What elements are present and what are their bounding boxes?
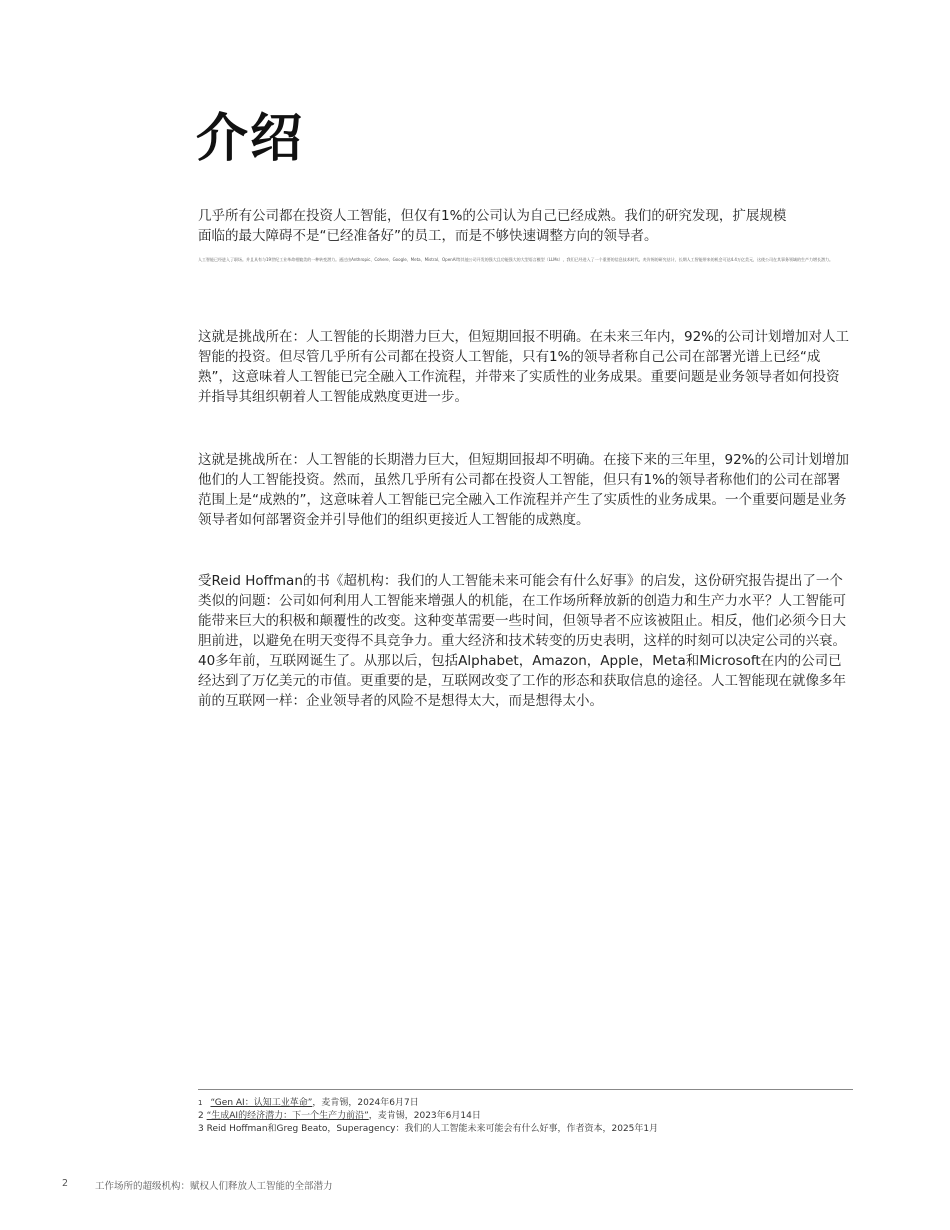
footnote: [198, 1110, 481, 1122]
footnote-source: ，麦肯锡，2023年6月14日: [368, 1111, 481, 1121]
lead-paragraph: 几乎所有公司都在投资人工智能，但仅有1%的公司认为自己已经成熟。我们的研究发现，扩展规模面临的最大障碍不是“已经准备好”的员工，而是不够快速调整方向的领导者。: [198, 208, 787, 244]
footnote: [198, 1123, 658, 1135]
page-number: 2: [62, 1178, 69, 1189]
footer-title: 工作场所的超级机构：赋权人们释放人工智能的全部潜力: [95, 1181, 333, 1192]
footnote-link[interactable]: “生成AI的经济潜力：下一个生产力前沿”: [206, 1111, 369, 1121]
footnote-source: Reid Hoffman和Greg Beato，Superagency：我们的人工智能未来可能会有什么好事，作者资本，2025年1月: [206, 1124, 659, 1134]
body-paragraph: 受Reid Hoffman的书《超机构：我们的人工智能未来可能会有什么好事》的启发，这份研究报告提出了一个类似的问题：公司如何利用人工智能来增强人的机能，在工作场所释放新的创造力和生产力水平？人工智能可能带来巨大的积极和颠覆性的改变。这种变革需要一些时间，但领导者不应该被阻止。相反，他们必须今日大胆前进，以避免在明天变得不具竞争力。重大经济和技术转变的历史表明，这样的时刻可以决定公司的兴衰。40多年前，互联网诞生了。从那以后，包括Alphabet，Amazon，Apple，Meta和Microsoft在内的公司已经达到了万亿美元的市值。更重要的是，互联网改变了工作的形态和获取信息的途径。人工智能现在就像多年前的互联网一样：企业领导者的风险不是想得太大，而是想得太小。: [198, 573, 846, 709]
footnote-link[interactable]: “Gen AI：认知工业革命”: [210, 1098, 313, 1108]
fine-print-note: 人工智能已经进入了职场。并且具有与19世纪工业革命相媲美的一种转变潜力。通过由Anthropic、Cohere、Google、Meta、Mistral、OpenAI等其他公司开发的强大且功能强大的大型语言模型（LLMs），我们已经进入了一个重要的信息技术时代。麦肯锡的研究估计，长期人工智能带来的机会可达4.4万亿美元，这使公司在其事务领域的生产力增长潜力。: [198, 257, 833, 262]
footnote: [198, 1097, 419, 1109]
body-paragraph: 这就是挑战所在：人工智能的长期潜力巨大，但短期回报不明确。在未来三年内，92%的公司计划增加对人工智能的投资。但尽管几乎所有公司都在投资人工智能，只有1%的领导者称自己公司在部署光谱上已经“成熟”，这意味着人工智能已完全融入工作流程，并带来了实质性的业务成果。重要问题是业务领导者如何投资并指导其组织朝着人工智能成熟度更进一步。: [198, 329, 850, 405]
body-paragraph: 这就是挑战所在：人工智能的长期潜力巨大，但短期回报却不明确。在接下来的三年里，92%的公司计划增加他们的人工智能投资。然而，虽然几乎所有公司都在投资人工智能，但只有1%的领导者称他们的公司在部署范围上是“成熟的”，这意味着人工智能已完全融入工作流程并产生了实质性的业务成果。一个重要问题是业务领导者如何部署资金并引导他们的组织更接近人工智能的成熟度。: [198, 452, 850, 528]
footnote-source: ，麦肯锡，2024年6月7日: [312, 1098, 419, 1108]
footnote-number: 1: [198, 1099, 203, 1107]
footnote-number: 2: [198, 1111, 204, 1121]
footnote-divider: [198, 1089, 853, 1090]
footnote-number: 3: [198, 1124, 204, 1134]
page-title: 介绍: [196, 109, 305, 169]
